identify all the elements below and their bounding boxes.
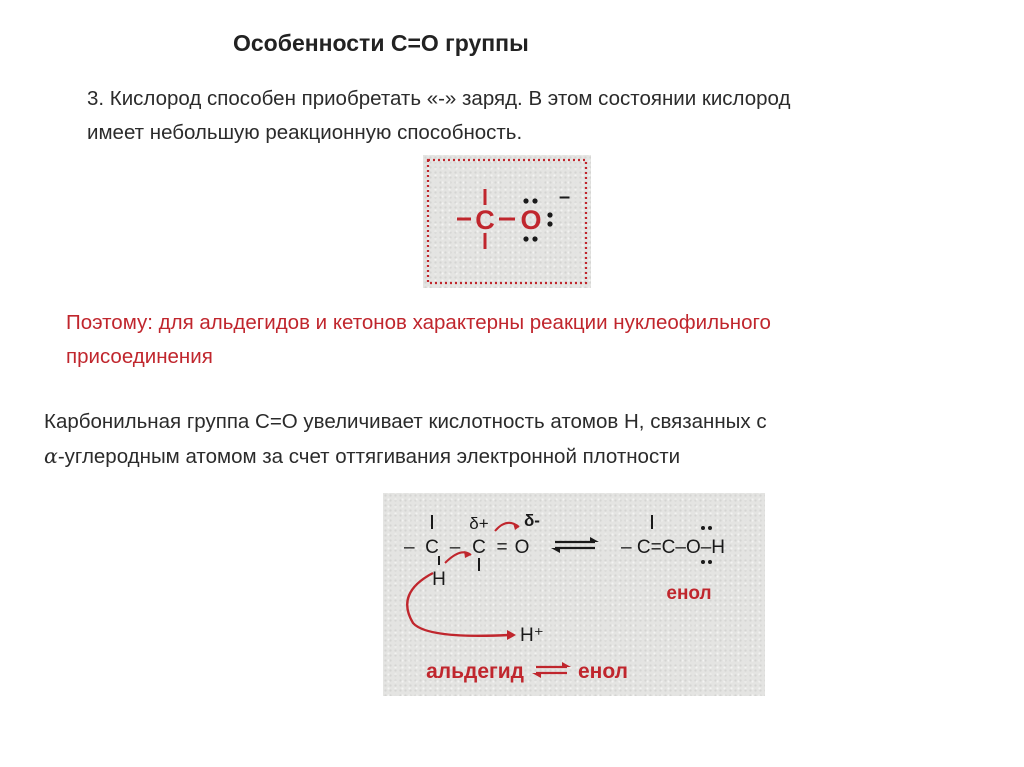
slide-title: Особенности С=О группы bbox=[233, 30, 529, 56]
carbonyl-oxygen: O bbox=[514, 537, 530, 558]
lone-pair-dot bbox=[532, 236, 537, 241]
lone-pair-dot bbox=[708, 560, 712, 564]
arrow-head bbox=[507, 630, 516, 640]
arrow-head bbox=[590, 537, 599, 542]
nucleophilic-addition-text bbox=[66, 306, 986, 374]
carbonyl-anion-scheme bbox=[423, 155, 591, 288]
alpha-hydrogen: H bbox=[432, 569, 446, 590]
alpha-symbol: α bbox=[44, 444, 58, 468]
lone-pair-dot bbox=[701, 526, 705, 530]
carbonyl-carbon: C bbox=[472, 537, 486, 558]
text-line: 3. Кислород способен приобретать «-» заряд. В этом состоянии кислород bbox=[87, 87, 791, 110]
lone-pair-dot bbox=[701, 560, 705, 564]
negative-charge: – bbox=[559, 186, 571, 208]
arrow-head bbox=[562, 662, 571, 667]
bond-dash: – bbox=[449, 537, 461, 558]
text-line: Карбонильная группа С=О увеличивает кислотность атомов Н, связанных с bbox=[44, 410, 767, 433]
dotted-frame bbox=[428, 160, 586, 283]
delta-minus: δ- bbox=[524, 511, 540, 530]
enol-label-bottom: енол bbox=[578, 660, 629, 683]
bond-dash: – bbox=[404, 537, 415, 558]
enol-label: енол bbox=[666, 583, 712, 604]
text-line: имеет небольшую реакционную способность. bbox=[87, 121, 523, 144]
text-line: Поэтому: для альдегидов и кетонов характерны реакции нуклеофильного bbox=[66, 311, 771, 334]
carbon-atom: C bbox=[475, 205, 495, 235]
double-bond: = bbox=[496, 537, 508, 558]
carbonyl-anion-svg bbox=[423, 155, 591, 288]
arrow-head bbox=[551, 548, 560, 553]
text-fragment: -углеродным атомом за счет оттягивания электронной плотности bbox=[57, 445, 681, 468]
oxygen-charge-text bbox=[87, 82, 987, 150]
lone-pair-dot bbox=[547, 212, 552, 217]
keto-enol-svg bbox=[383, 493, 765, 696]
lone-pair-dot bbox=[532, 198, 537, 203]
lone-pair-dot bbox=[523, 236, 528, 241]
enol-formula: – C=C–O–H bbox=[621, 537, 726, 558]
keto-enol-scheme bbox=[383, 493, 765, 696]
aldehyde-label: альдегид bbox=[426, 660, 524, 683]
lone-pair-dot bbox=[523, 198, 528, 203]
acidity-text bbox=[44, 405, 984, 474]
lone-pair-dot bbox=[547, 221, 552, 226]
proton: H⁺ bbox=[520, 625, 544, 646]
delta-plus: δ+ bbox=[469, 514, 489, 533]
oxygen-atom: O bbox=[520, 205, 542, 235]
text-line: присоединения bbox=[66, 345, 213, 368]
proton-loss-arrow bbox=[407, 573, 509, 636]
arrow-head bbox=[532, 673, 541, 678]
alpha-carbon: C bbox=[425, 537, 439, 558]
lone-pair-dot bbox=[708, 526, 712, 530]
text-line bbox=[44, 439, 984, 474]
